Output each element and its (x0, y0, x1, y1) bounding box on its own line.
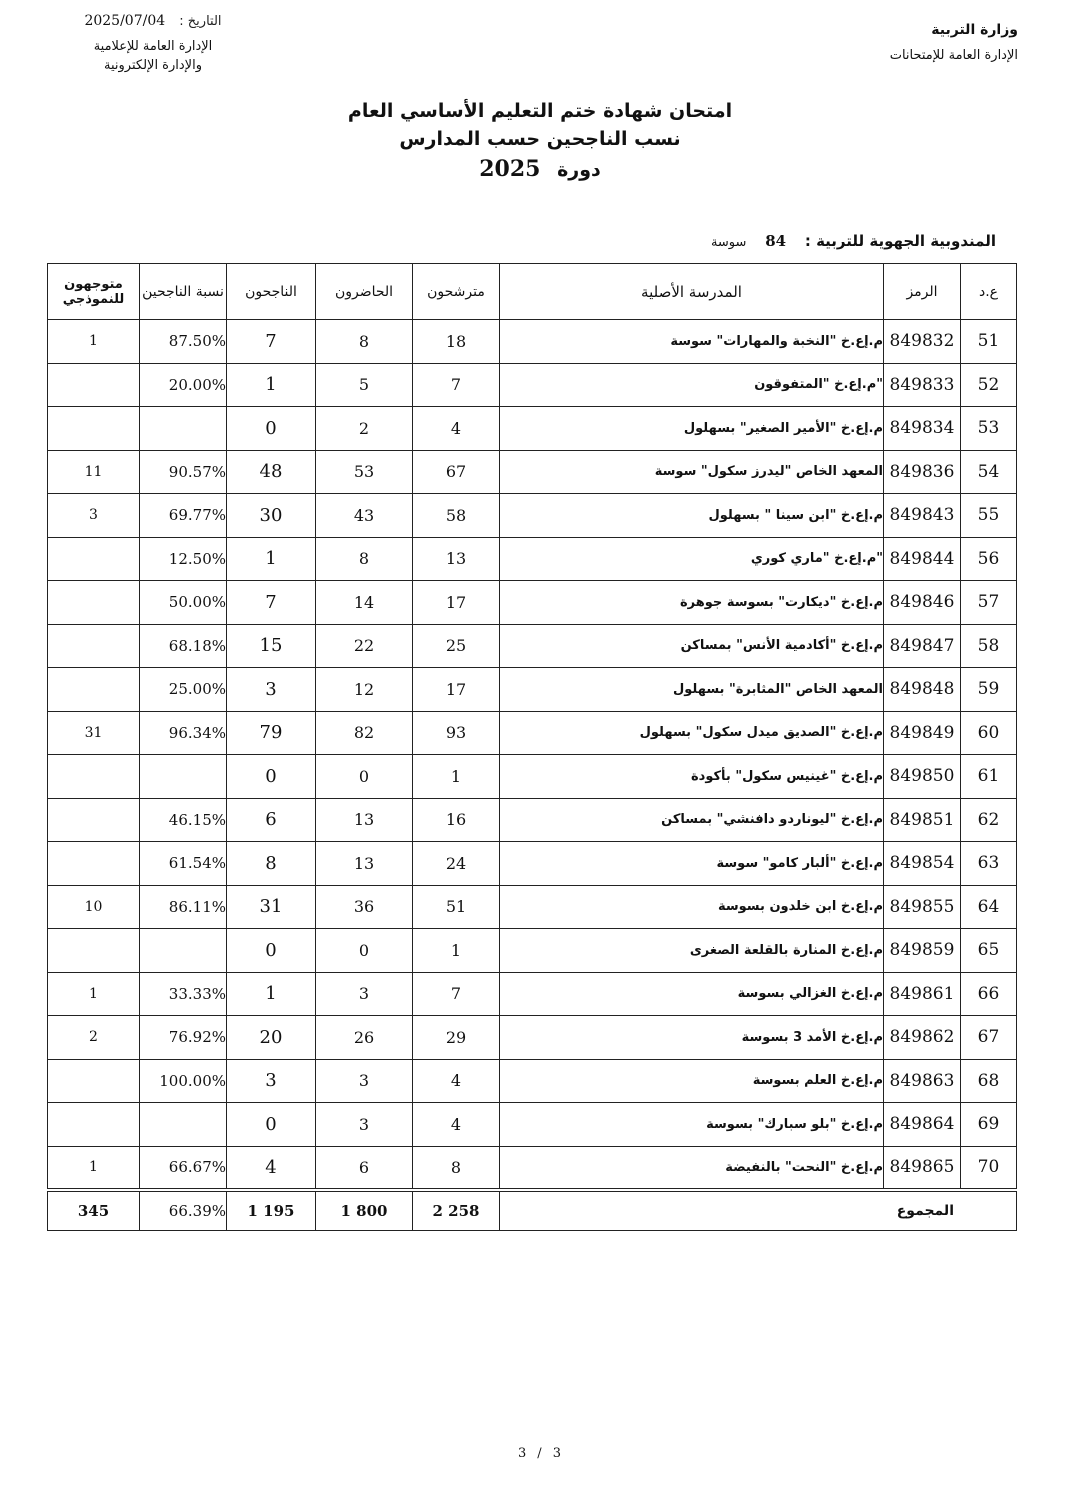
cell-school: المعهد الخاص "المثابرة" بسهلول (500, 668, 884, 712)
cell-rate: 33.33% (140, 972, 227, 1016)
cell-present: 26 (316, 1016, 413, 1060)
cell-code: 849846 (884, 581, 961, 625)
cell-present: 13 (316, 842, 413, 886)
cell-candidates: 67 (413, 450, 500, 494)
table-row (48, 450, 1017, 494)
cell-passed: 0 (227, 929, 316, 973)
cell-num: 58 (961, 624, 1017, 668)
cell-code: 849849 (884, 711, 961, 755)
cell-candidates: 13 (413, 537, 500, 581)
cell-rate: 50.00% (140, 581, 227, 625)
cell-code: 849847 (884, 624, 961, 668)
cell-num: 65 (961, 929, 1017, 973)
region-code: 84 (765, 232, 787, 250)
cell-code: 849864 (884, 1103, 961, 1147)
cell-school: م.إع.خ "ابن سينا " بسهلول (500, 494, 884, 538)
col-present: الحاضرون (316, 264, 413, 320)
col-code: الرمز (884, 264, 961, 320)
cell-school: "م.إع.خ "المتفوقون (500, 363, 884, 407)
cell-directed (48, 1103, 140, 1147)
cell-code: 849843 (884, 494, 961, 538)
cell-rate: 20.00% (140, 363, 227, 407)
cell-school: م.إع.خ "غينيس سكول" بأكودة (500, 755, 884, 799)
cell-present: 5 (316, 363, 413, 407)
cell-passed: 15 (227, 624, 316, 668)
cell-school: "م.إع.خ "ماري كوري (500, 537, 884, 581)
cell-num: 52 (961, 363, 1017, 407)
it-department-line1: الإدارة العامة للإعلامية (93, 39, 213, 54)
cell-passed: 6 (227, 798, 316, 842)
cell-school: المعهد الخاص "ليدرز سكول" سوسة (500, 450, 884, 494)
cell-num: 56 (961, 537, 1017, 581)
cell-directed (48, 842, 140, 886)
table-row (48, 320, 1017, 364)
cell-school: م.إع.خ "الصديق ميدل سكول" بسهلول (500, 711, 884, 755)
col-num: ع.د (961, 264, 1017, 320)
table-row (48, 885, 1017, 929)
cell-passed: 0 (227, 407, 316, 451)
cell-code: 849836 (884, 450, 961, 494)
page-total: 3 (552, 1446, 562, 1461)
cell-num: 66 (961, 972, 1017, 1016)
cell-passed: 3 (227, 668, 316, 712)
cell-present: 6 (316, 1146, 413, 1190)
cell-candidates: 18 (413, 320, 500, 364)
cell-passed: 30 (227, 494, 316, 538)
cell-passed: 1 (227, 972, 316, 1016)
cell-school: م.إع.خ "النحت" بالنفيضة (500, 1146, 884, 1190)
cell-directed (48, 537, 140, 581)
cell-rate: 100.00% (140, 1059, 227, 1103)
page-number (0, 1446, 1080, 1461)
cell-candidates: 29 (413, 1016, 500, 1060)
cell-rate: 25.00% (140, 668, 227, 712)
cell-rate: 90.57% (140, 450, 227, 494)
table-row (48, 1016, 1017, 1060)
cell-passed: 0 (227, 755, 316, 799)
cell-num: 70 (961, 1146, 1017, 1190)
cell-present: 82 (316, 711, 413, 755)
cell-num: 61 (961, 755, 1017, 799)
cell-school: م.إع.خ "ديكارت" بسوسة جوهرة (500, 581, 884, 625)
cell-code: 849834 (884, 407, 961, 451)
cell-directed: 31 (48, 711, 140, 755)
cell-directed (48, 755, 140, 799)
table-row (48, 363, 1017, 407)
cell-num: 59 (961, 668, 1017, 712)
cell-num: 62 (961, 798, 1017, 842)
cell-num: 63 (961, 842, 1017, 886)
total-candidates: 2 258 (413, 1190, 500, 1231)
cell-school: م.إع.خ ابن خلدون بسوسة (500, 885, 884, 929)
cell-present: 22 (316, 624, 413, 668)
cell-candidates: 8 (413, 1146, 500, 1190)
cell-passed: 1 (227, 537, 316, 581)
cell-rate: 12.50% (140, 537, 227, 581)
total-label: المجموع (500, 1190, 1017, 1231)
cell-directed (48, 1059, 140, 1103)
cell-directed: 1 (48, 972, 140, 1016)
page-current: 3 (518, 1446, 528, 1461)
table-row (48, 972, 1017, 1016)
title-line1: امتحان شهادة ختم التعليم الأساسي العام (347, 100, 733, 122)
cell-present: 3 (316, 1059, 413, 1103)
total-rate: 66.39% (140, 1190, 227, 1231)
cell-candidates: 4 (413, 1059, 500, 1103)
cell-passed: 79 (227, 711, 316, 755)
cell-passed: 20 (227, 1016, 316, 1060)
total-present: 1 800 (316, 1190, 413, 1231)
date-block (78, 12, 228, 75)
cell-present: 3 (316, 972, 413, 1016)
table-header-row (48, 264, 1017, 320)
cell-candidates: 1 (413, 929, 500, 973)
cell-present: 8 (316, 320, 413, 364)
table-row (48, 624, 1017, 668)
cell-num: 54 (961, 450, 1017, 494)
cell-directed (48, 929, 140, 973)
region-name: سوسة (710, 235, 747, 250)
results-table (47, 263, 1017, 1231)
department-name: الإدارة العامة للإمتحانات (889, 48, 1018, 63)
cell-rate: 87.50% (140, 320, 227, 364)
ministry-name: وزارة التربية (931, 22, 1018, 38)
table-row (48, 1146, 1017, 1190)
cell-code: 849855 (884, 885, 961, 929)
cell-rate: 96.34% (140, 711, 227, 755)
cell-rate: 86.11% (140, 885, 227, 929)
cell-directed (48, 407, 140, 451)
table-row (48, 842, 1017, 886)
cell-passed: 8 (227, 842, 316, 886)
total-row (48, 1190, 1017, 1231)
cell-directed: 11 (48, 450, 140, 494)
region-line (711, 232, 996, 250)
total-passed: 1 195 (227, 1190, 316, 1231)
col-rate: نسبة الناجحين (140, 264, 227, 320)
cell-rate: 66.67% (140, 1146, 227, 1190)
table-row (48, 668, 1017, 712)
cell-rate (140, 755, 227, 799)
cell-rate (140, 929, 227, 973)
cell-passed: 7 (227, 320, 316, 364)
cell-candidates: 17 (413, 581, 500, 625)
cell-present: 14 (316, 581, 413, 625)
date-label: التاريخ : (179, 14, 222, 29)
document-title (0, 100, 1080, 182)
col-passed: الناجحون (227, 264, 316, 320)
date-value: 2025/07/04 (84, 13, 166, 29)
cell-rate: 61.54% (140, 842, 227, 886)
cell-present: 2 (316, 407, 413, 451)
cell-present: 43 (316, 494, 413, 538)
cell-code: 849863 (884, 1059, 961, 1103)
cell-code: 849832 (884, 320, 961, 364)
cell-rate (140, 407, 227, 451)
table-row (48, 581, 1017, 625)
cell-candidates: 58 (413, 494, 500, 538)
cell-candidates: 4 (413, 407, 500, 451)
cell-school: م.إع.خ الأمد 3 بسوسة (500, 1016, 884, 1060)
cell-num: 67 (961, 1016, 1017, 1060)
cell-present: 12 (316, 668, 413, 712)
cell-num: 64 (961, 885, 1017, 929)
cell-passed: 7 (227, 581, 316, 625)
cell-num: 68 (961, 1059, 1017, 1103)
total-directed: 345 (48, 1190, 140, 1231)
cell-passed: 31 (227, 885, 316, 929)
col-candidates: مترشحون (413, 264, 500, 320)
table-row (48, 1059, 1017, 1103)
cell-directed: 1 (48, 320, 140, 364)
cell-candidates: 51 (413, 885, 500, 929)
cell-candidates: 16 (413, 798, 500, 842)
cell-candidates: 25 (413, 624, 500, 668)
session-line (0, 156, 1080, 182)
cell-candidates: 1 (413, 755, 500, 799)
table-row (48, 929, 1017, 973)
table-row (48, 537, 1017, 581)
cell-candidates: 17 (413, 668, 500, 712)
cell-code: 849859 (884, 929, 961, 973)
col-school: المدرسة الأصلية (500, 264, 884, 320)
cell-directed: 3 (48, 494, 140, 538)
cell-school: م.إع.خ "النخبة والمهارات" سوسة (500, 320, 884, 364)
cell-school: م.إع.خ الغزالي بسوسة (500, 972, 884, 1016)
cell-directed (48, 581, 140, 625)
cell-rate: 46.15% (140, 798, 227, 842)
cell-school: م.إع.خ "ألبار كامو" سوسة (500, 842, 884, 886)
cell-present: 13 (316, 798, 413, 842)
cell-code: 849851 (884, 798, 961, 842)
cell-candidates: 7 (413, 972, 500, 1016)
title-line2: نسب الناجحين حسب المدارس (399, 128, 681, 150)
cell-num: 51 (961, 320, 1017, 364)
cell-code: 849865 (884, 1146, 961, 1190)
cell-candidates: 4 (413, 1103, 500, 1147)
table-row (48, 1103, 1017, 1147)
cell-school: م.إع.خ "الأمير الصغير" بسهلول (500, 407, 884, 451)
session-year: 2025 (479, 156, 541, 182)
cell-code: 849850 (884, 755, 961, 799)
cell-num: 57 (961, 581, 1017, 625)
cell-school: م.إع.خ "ليوناردو دافنشي" بمساكن (500, 798, 884, 842)
cell-present: 36 (316, 885, 413, 929)
cell-school: م.إع.خ "أكادمية الأنس" بمساكن (500, 624, 884, 668)
cell-directed: 1 (48, 1146, 140, 1190)
cell-passed: 3 (227, 1059, 316, 1103)
col-directed: متوجهون للنموذجي (48, 264, 140, 320)
region-label: المندوبية الجهوية للتربية : (804, 232, 996, 250)
cell-directed (48, 363, 140, 407)
cell-num: 60 (961, 711, 1017, 755)
cell-passed: 0 (227, 1103, 316, 1147)
table-row (48, 494, 1017, 538)
cell-code: 849862 (884, 1016, 961, 1060)
cell-passed: 48 (227, 450, 316, 494)
table-row (48, 711, 1017, 755)
cell-present: 53 (316, 450, 413, 494)
cell-present: 0 (316, 929, 413, 973)
table-row (48, 798, 1017, 842)
cell-directed: 2 (48, 1016, 140, 1060)
cell-num: 53 (961, 407, 1017, 451)
table-row (48, 755, 1017, 799)
cell-code: 849833 (884, 363, 961, 407)
cell-rate: 68.18% (140, 624, 227, 668)
cell-num: 69 (961, 1103, 1017, 1147)
cell-directed (48, 624, 140, 668)
cell-passed: 4 (227, 1146, 316, 1190)
cell-code: 849854 (884, 842, 961, 886)
cell-code: 849861 (884, 972, 961, 1016)
cell-code: 849844 (884, 537, 961, 581)
cell-directed (48, 798, 140, 842)
cell-rate (140, 1103, 227, 1147)
cell-directed (48, 668, 140, 712)
cell-candidates: 7 (413, 363, 500, 407)
page-separator: / (537, 1446, 543, 1461)
cell-present: 3 (316, 1103, 413, 1147)
cell-directed: 10 (48, 885, 140, 929)
it-department-line2: والإدارة الإلكترونية (104, 58, 202, 73)
cell-school: م.إع.خ المنارة بالقلعة الصغرى (500, 929, 884, 973)
ministry-header (890, 22, 1018, 63)
cell-candidates: 93 (413, 711, 500, 755)
cell-rate: 76.92% (140, 1016, 227, 1060)
session-label: دورة (557, 159, 601, 181)
cell-school: م.إع.خ العلم بسوسة (500, 1059, 884, 1103)
cell-present: 8 (316, 537, 413, 581)
cell-rate: 69.77% (140, 494, 227, 538)
date-row (78, 12, 228, 31)
cell-candidates: 24 (413, 842, 500, 886)
cell-present: 0 (316, 755, 413, 799)
table-row (48, 407, 1017, 451)
cell-code: 849848 (884, 668, 961, 712)
cell-school: م.إع.خ "بلو سبارك" بسوسة (500, 1103, 884, 1147)
cell-num: 55 (961, 494, 1017, 538)
cell-passed: 1 (227, 363, 316, 407)
